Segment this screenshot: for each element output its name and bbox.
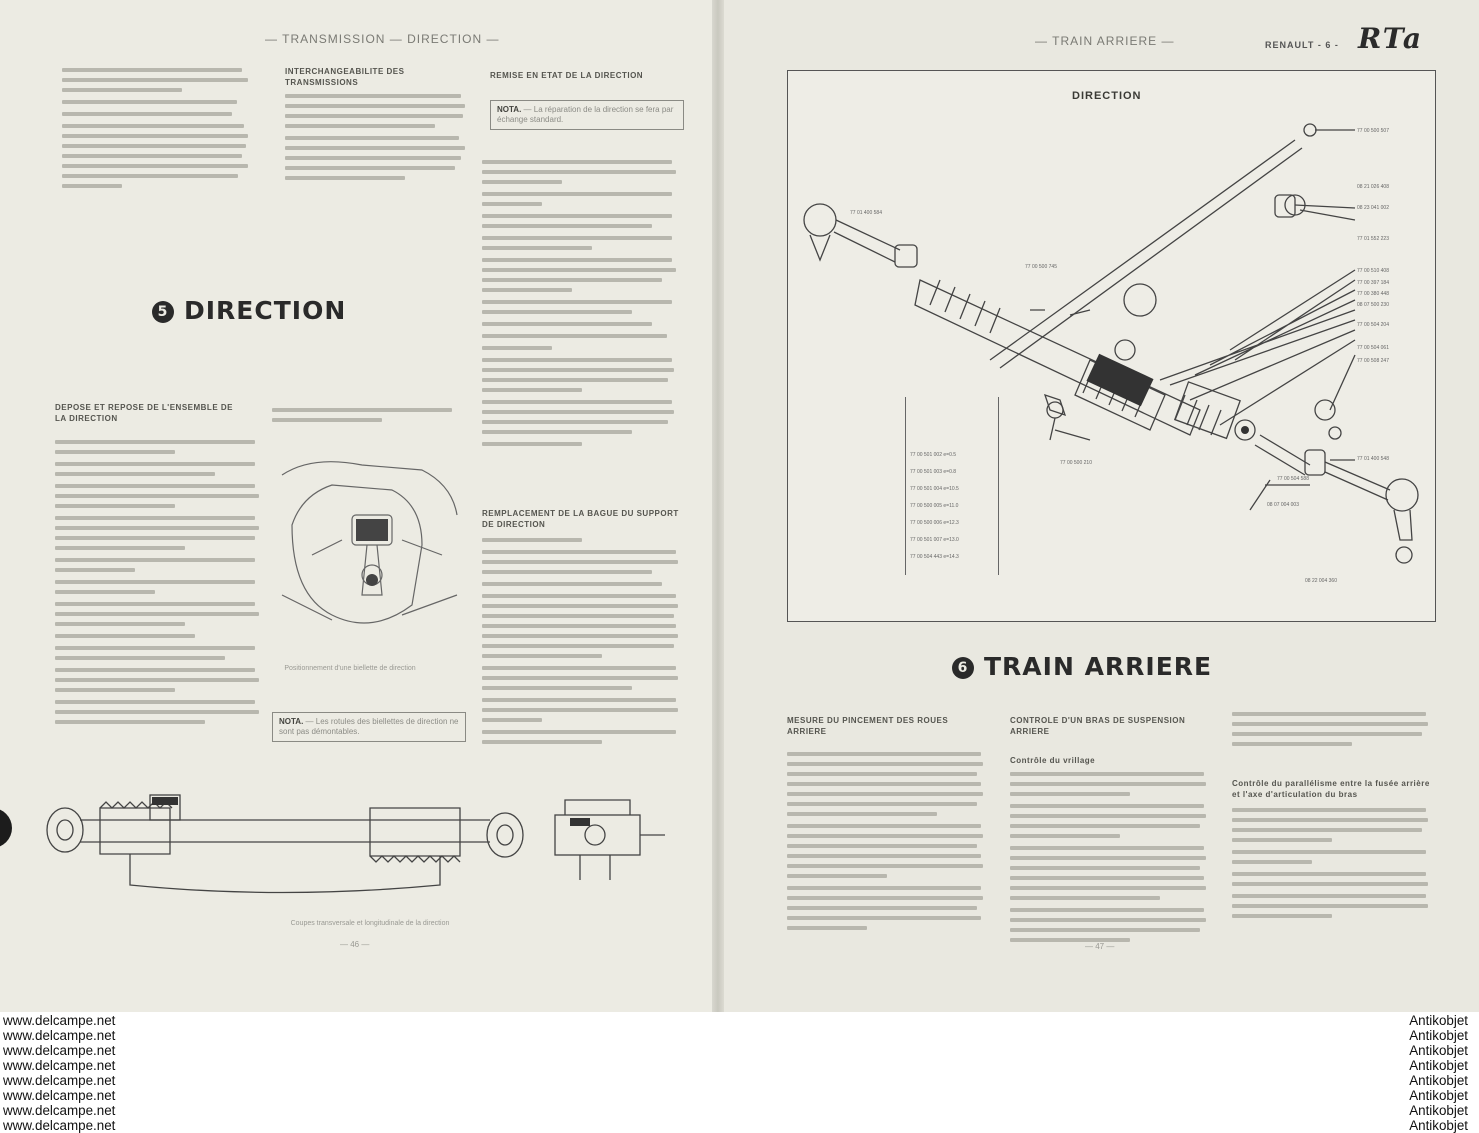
watermark-left [3, 1013, 115, 1133]
section-number-6: 6 [952, 657, 974, 679]
subheading-remise-en-etat: REMISE EN ETAT DE LA DIRECTION [490, 71, 644, 80]
subheading-mesure-pincement: MESURE DU PINCEMENT DES ROUES ARRIERE [787, 716, 949, 736]
section-title-direction: DIRECTION [184, 296, 347, 325]
nota-2-label: NOTA. [279, 717, 304, 726]
ref-label: 77 01 400 548 [1357, 456, 1389, 462]
left-col3-text [482, 160, 682, 452]
right-page-number: — 47 — [1085, 942, 1115, 951]
left-col3-body [482, 538, 682, 750]
section-heading-train-arriere [952, 652, 1212, 681]
watermark-line: www.delcampe.net [3, 1118, 116, 1133]
watermark-right [1409, 1013, 1468, 1133]
right-col3-top [1232, 712, 1432, 752]
watermark-line: Antikobjet [1409, 1043, 1468, 1058]
nota-box-1 [490, 100, 684, 130]
nota-box-2 [272, 712, 466, 742]
ref-label: 08 07 500 230 [1357, 302, 1389, 308]
ref-label: 77 00 500 210 [1060, 460, 1092, 466]
binding-hole-mark [0, 808, 12, 848]
ref-label: 77 00 504 588 [1277, 476, 1309, 482]
watermark-line: www.delcampe.net [3, 1028, 116, 1043]
page-gutter [712, 0, 724, 1012]
section-title-train-arriere: TRAIN ARRIERE [984, 652, 1213, 681]
left-running-head: — TRANSMISSION — DIRECTION — [265, 32, 500, 46]
watermark-line: www.delcampe.net [3, 1058, 116, 1073]
subheading-interchangeabilite: INTERCHANGEABILITE DES TRANSMISSIONS [285, 67, 405, 87]
left-col1-body [55, 440, 260, 730]
watermark-line: www.delcampe.net [3, 1103, 116, 1118]
right-running-head: — TRAIN ARRIERE — [1035, 34, 1175, 48]
left-page-number: — 46 — [340, 940, 370, 949]
exploded-parts-drawing [790, 110, 1430, 600]
figure-title: DIRECTION [1072, 90, 1142, 102]
ref-label: 77 00 500 745 [1025, 264, 1057, 270]
watermark-line: www.delcampe.net [3, 1013, 116, 1028]
ref-label: 77 00 380 448 [1357, 291, 1389, 297]
watermark-line: Antikobjet [1409, 1028, 1468, 1043]
biellette-positioning-figure [272, 445, 462, 655]
ref-label: 77 01 400 584 [850, 210, 882, 216]
watermark-line: Antikobjet [1409, 1058, 1468, 1073]
left-col2-text [285, 94, 465, 186]
left-page [0, 0, 712, 1012]
right-col3-text [1232, 808, 1432, 924]
ref-label: 08 07 004 003 [1267, 502, 1299, 508]
ref-label: 08 23 041 002 [1357, 205, 1389, 211]
watermark-line: www.delcampe.net [3, 1088, 116, 1103]
watermark-line: www.delcampe.net [3, 1073, 116, 1088]
ref-label: 77 00 500 507 [1357, 128, 1389, 134]
subheading-depose-repose: DEPOSE ET REPOSE DE L'ENSEMBLE DE LA DIRECTION [55, 403, 233, 423]
watermark-line: Antikobjet [1409, 1118, 1468, 1133]
subheading-controle-parallelisme: Contrôle du parallélisme entre la fusée arrière et l'axe d'articulation du bras [1232, 779, 1430, 799]
ref-label: 08 22 004 360 [1305, 578, 1337, 584]
subheading-controle-vrillage: Contrôle du vrillage [1010, 756, 1096, 765]
left-col1-text [62, 68, 252, 194]
figure-caption-biellette: Positionnement d'une biellette de direction [284, 665, 416, 672]
watermark-line: Antikobjet [1409, 1103, 1468, 1118]
ref-label: 77 01 552 223 [1357, 236, 1389, 242]
section-heading-direction [152, 296, 346, 325]
shim-table: 77 00 501 002 e=0.5 77 00 501 003 e=0.8 77 00 501 004 e=10.5 77 00 500 005 e=11.0 77 00 500 006 e=12.3 77 00 501 007 e=13.0 77 00 504 443 e=14.3 [905, 397, 999, 575]
right-col2-text [1010, 772, 1210, 948]
nota-1-label: NOTA. [497, 105, 522, 114]
ref-label: 77 00 504 204 [1357, 322, 1389, 328]
subheading-remplacement-bague: REMPLACEMENT DE LA BAGUE DU SUPPORT DE DIRECTION [482, 509, 679, 529]
watermark-line: www.delcampe.net [3, 1043, 116, 1058]
nota-1-text: — La réparation de la direction se fera par échange standard. [497, 105, 674, 124]
nota-2-text: — Les rotules des biellettes de direction ne sont pas démontables. [279, 717, 459, 736]
watermark-line: Antikobjet [1409, 1088, 1468, 1103]
ref-label: 08 21 026 408 [1357, 184, 1389, 190]
rta-logo: RTa [1358, 22, 1424, 55]
section-number-5: 5 [152, 301, 174, 323]
brand-label: RENAULT - 6 - [1265, 40, 1339, 50]
watermark-line: Antikobjet [1409, 1013, 1468, 1028]
right-col1-text [787, 752, 987, 936]
watermark-line: Antikobjet [1409, 1073, 1468, 1088]
left-col2-bullet [272, 408, 462, 428]
bottom-figure-caption: Coupes transversale et longitudinale de la direction [290, 920, 450, 927]
ref-label: 77 00 397 184 [1357, 280, 1389, 286]
ref-label: 77 00 504 061 [1357, 345, 1389, 351]
ref-label: 77 00 510 408 [1357, 268, 1389, 274]
ref-label: 77 00 508 247 [1357, 358, 1389, 364]
subheading-controle-bras: CONTROLE D'UN BRAS DE SUSPENSION ARRIERE [1010, 716, 1186, 736]
steering-rack-cross-section [40, 790, 680, 915]
